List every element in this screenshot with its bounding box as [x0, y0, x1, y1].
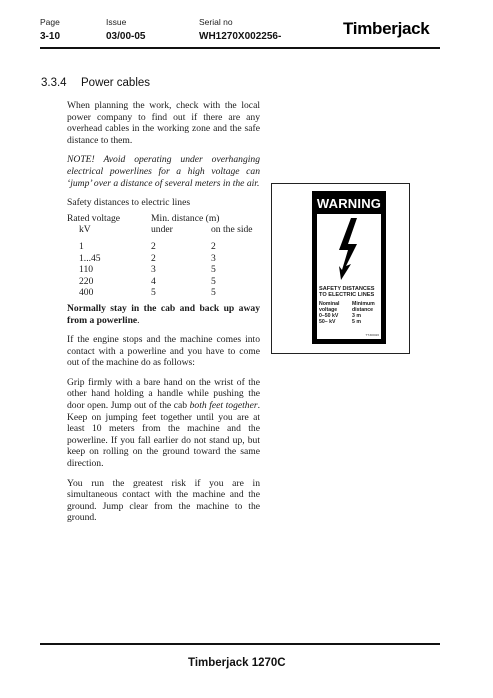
sign-col-distance-2: distance: [352, 307, 374, 313]
stay-in-cab-text: Normally stay in the cab and back up away from a powerline: [67, 302, 260, 326]
cell-kv: 110: [79, 264, 94, 276]
warning-panel: [317, 214, 381, 339]
cell-kv: 1: [79, 240, 84, 252]
table-row: [67, 253, 253, 265]
section-heading: [41, 77, 150, 89]
footer-title: Timberjack 1270C: [188, 657, 286, 669]
engine-stops-paragraph: If the engine stops and the machine comes into contact with a powerline and you have to come out of the machine do as follows:: [67, 334, 260, 369]
header-rated-voltage: Rated voltage: [67, 212, 121, 224]
cell-side: 5: [211, 275, 216, 287]
grip-paragraph: [67, 377, 260, 470]
sign-col-distance-1: Minimum: [352, 301, 375, 307]
cell-side: 5: [211, 287, 216, 299]
header-rule: [40, 47, 440, 49]
table-header-row: [67, 213, 253, 225]
sign-row: [319, 320, 379, 326]
warning-title: WARNING: [316, 196, 382, 211]
cell-kv: 400: [79, 287, 94, 299]
serial-number: WH1270X002256-: [199, 31, 282, 42]
sign-col-voltage-1: Nominal: [319, 301, 340, 307]
warning-subtitle-1: SAFETY DISTANCES: [319, 286, 375, 292]
stay-in-cab-paragraph: [67, 303, 260, 326]
table-caption: Safety distances to electric lines: [67, 197, 191, 209]
table-subheader-row: [67, 224, 253, 236]
table-row: [67, 276, 253, 288]
stay-in-cab-end: .: [137, 314, 140, 326]
header-min-distance: Min. distance (m): [151, 212, 220, 224]
serial-label: Serial no: [199, 17, 233, 27]
header-kv: kV: [79, 224, 91, 236]
safety-distance-table: [67, 213, 253, 299]
note-paragraph: NOTE! Avoid operating under overhanging electrical powerlines for a high voltage can ‘jump’ over a distance of several meters in the air.: [67, 154, 260, 189]
cell-side: 3: [211, 252, 216, 264]
cell-side: 5: [211, 264, 216, 276]
warning-sign: [312, 191, 386, 344]
issue-label: Issue: [106, 17, 127, 27]
brand-logo: Timberjack: [343, 19, 430, 38]
warning-subtitle-2: TO ELECTRIC LINES: [319, 292, 375, 299]
cell-kv: 1...45: [79, 252, 101, 264]
warning-subtitle: [319, 286, 379, 298]
cell-kv: 220: [79, 275, 94, 287]
page-number: 3-10: [40, 31, 61, 42]
sign-row-distance: 5 m: [352, 319, 361, 325]
cell-under: 4: [151, 275, 156, 287]
header-on-the-side: on the side: [211, 224, 253, 236]
risk-paragraph: You run the greatest risk if you are in simultaneous contact with the machine and the ground. Jump clear from the machine to the ground.: [67, 477, 260, 524]
section-title: Power cables: [81, 77, 151, 89]
section-number: 3.3.4: [41, 77, 67, 89]
sign-row-voltage: 50– kV: [319, 319, 336, 325]
sign-row-distance: 3 m: [352, 313, 361, 319]
grip-text-2: . Keep on jumping feet together until you are at least 10 meters from the machine and the powerline. If you fall earlier do not stand up, but keep on rolling on the ground toward the same direction.: [67, 400, 261, 470]
cell-under: 2: [151, 252, 156, 264]
header-under: under: [151, 224, 173, 236]
table-row: [67, 241, 253, 253]
page-label: Page: [40, 17, 60, 27]
cell-side: 2: [211, 240, 216, 252]
body-column: [67, 100, 260, 532]
intro-paragraph: When planning the work, check with the local power company to find out if there are any overhead cables in the working zone and the safe distance to them.: [67, 100, 260, 146]
footer-rule: [40, 643, 440, 645]
sign-code: TTJ00026: [365, 333, 379, 337]
grip-italic-text: both feet together: [189, 400, 258, 412]
cell-under: 5: [151, 287, 156, 299]
table-row: [67, 287, 253, 299]
sign-col-voltage-2: voltage: [319, 307, 338, 313]
cell-under: 2: [151, 240, 156, 252]
table-row: [67, 264, 253, 276]
lightning-bolt-icon: [317, 214, 381, 284]
sign-row-voltage: 0–50 kV: [319, 313, 339, 319]
cell-under: 3: [151, 264, 156, 276]
warning-sign-figure: [271, 183, 410, 354]
issue-date: 03/00-05: [106, 31, 146, 42]
grip-text-1: Grip firmly with a bare hand on the wrist of the other hand holding a handle while pushing the door open. Jump out of the cab: [67, 376, 260, 412]
